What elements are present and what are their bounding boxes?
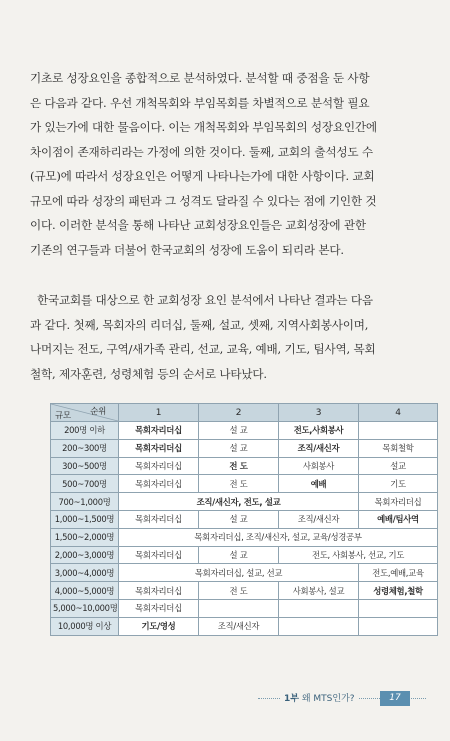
table-header-row xyxy=(51,404,438,422)
table-row xyxy=(51,475,438,493)
table-cell: 기도 xyxy=(359,475,438,493)
table-cell: 예배/팀사역 xyxy=(359,510,438,528)
table-cell: 전 도 xyxy=(199,457,279,475)
size-cell: 200명 이하 xyxy=(51,422,119,440)
table-cell: 목회자리더십 xyxy=(119,546,199,564)
table-cell xyxy=(359,599,438,617)
table-cell xyxy=(359,422,438,440)
size-cell: 4,000~5,000명 xyxy=(51,582,119,600)
table-cell: 성령체험,철학 xyxy=(359,582,438,600)
table-cell: 조직/새신자 xyxy=(199,617,279,635)
table-cell: 설교 xyxy=(359,457,438,475)
table-cell: 전 도 xyxy=(199,582,279,600)
footer-chapter-title xyxy=(280,691,359,707)
size-cell: 300~500명 xyxy=(51,457,119,475)
size-cell: 5,000~10,000명 xyxy=(51,599,119,617)
table-row xyxy=(51,564,438,582)
size-cell: 200~300명 xyxy=(51,439,119,457)
footer-part: 1부 xyxy=(284,694,299,704)
table-cell: 목회자리더십, 설교, 선교 xyxy=(119,564,359,582)
rank-col-2: 2 xyxy=(199,404,279,422)
table-cell: 목회자리더십, 조직/새신자, 설교, 교육/성경공부 xyxy=(119,528,438,546)
table-cell: 사회봉사, 설교 xyxy=(279,582,359,600)
rank-header: 순위 xyxy=(90,407,106,417)
table-row xyxy=(51,617,438,635)
table-row xyxy=(51,582,438,600)
table-cell: 목회자리더십 xyxy=(119,582,199,600)
table-cell: 조직/새신자 xyxy=(279,439,359,457)
table-corner-cell xyxy=(51,404,119,422)
size-cell: 700~1,000명 xyxy=(51,493,119,511)
footer-title: 왜 MTS인가? xyxy=(301,694,355,704)
page-number: 17 xyxy=(380,691,410,706)
size-cell: 2,000~3,000명 xyxy=(51,546,119,564)
size-header: 규모 xyxy=(55,411,71,421)
text-line: 기초로 성장요인을 종합적으로 분석하였다. 분석할 때 중점을 둔 사항 xyxy=(30,71,370,85)
rank-col-4: 4 xyxy=(359,404,438,422)
size-cell: 500~700명 xyxy=(51,475,119,493)
size-cell: 1,500~2,000명 xyxy=(51,528,119,546)
paragraph-1 xyxy=(30,66,425,262)
table-cell: 전도,예배,교육 xyxy=(359,564,438,582)
table-cell: 조직/새신자 xyxy=(279,510,359,528)
table-cell xyxy=(279,599,359,617)
table-cell: 목회자리더십 xyxy=(119,510,199,528)
table-cell: 설 교 xyxy=(199,439,279,457)
text-line: 기존의 연구들과 더불어 한국교회의 성장에 도움이 되리라 본다. xyxy=(30,242,344,257)
size-cell: 1,000~1,500명 xyxy=(51,510,119,528)
text-line: 철학, 제자훈련, 성령체험 등의 순서로 나타났다. xyxy=(30,366,267,381)
table-cell: 조직/새신자, 전도, 설교 xyxy=(119,493,359,511)
text-line: 차이점이 존재하리라는 가정에 의한 것이다. 둘째, 교회의 출석성도 수 xyxy=(30,144,373,159)
text-line: 은 다음과 같다. 우선 개척목회와 부임목회를 차별적으로 분석할 필요 xyxy=(30,95,370,110)
growth-factor-table xyxy=(50,403,437,636)
table-cell: 기도/영성 xyxy=(119,617,199,635)
table-row xyxy=(51,493,438,511)
table-cell: 예배 xyxy=(279,475,359,493)
table-cell: 전도, 사회봉사, 선교, 기도 xyxy=(279,546,438,564)
table-cell: 설 교 xyxy=(199,510,279,528)
table-row xyxy=(51,528,438,546)
table-cell: 목회자리더십 xyxy=(119,422,199,440)
table-cell: 전 도 xyxy=(199,475,279,493)
table-row xyxy=(51,457,438,475)
table-cell: 설 교 xyxy=(199,546,279,564)
table-cell: 목회자리더십 xyxy=(119,475,199,493)
page-footer xyxy=(268,691,428,707)
rank-col-1: 1 xyxy=(119,404,199,422)
table-cell xyxy=(359,617,438,635)
table-row xyxy=(51,510,438,528)
text-line: 나머지는 전도, 구역/새가족 관리, 선교, 교육, 예배, 기도, 팀사역, 목회 xyxy=(30,342,376,356)
text-line: 과 같다. 첫째, 목회자의 리더십, 둘째, 설교, 셋째, 지역사회봉사이며, xyxy=(30,317,369,332)
text-line: 규모에 따라 성장의 패턴과 그 성격도 달라질 수 있다는 점에 기인한 것 xyxy=(30,193,377,208)
table-cell: 목회자리더십 xyxy=(119,599,199,617)
table-cell xyxy=(199,599,279,617)
text-line: 한국교회를 대상으로 한 교회성장 요인 분석에서 나타난 결과는 다음 xyxy=(30,293,373,307)
table-cell: 목회자리더십 xyxy=(119,457,199,475)
table-row xyxy=(51,599,438,617)
table-cell xyxy=(279,617,359,635)
table-cell: 목회철학 xyxy=(359,439,438,457)
text-line: (규모)에 따라서 성장요인은 어떻게 나타나는가에 대한 사항이다. 교회 xyxy=(30,169,375,183)
table-cell: 목회자리더십 xyxy=(119,439,199,457)
paragraph-2 xyxy=(30,288,425,386)
size-cell: 3,000~4,000명 xyxy=(51,564,119,582)
rank-col-3: 3 xyxy=(279,404,359,422)
table-cell: 전도,사회봉사 xyxy=(279,422,359,440)
table-row xyxy=(51,422,438,440)
table-cell: 사회봉사 xyxy=(279,457,359,475)
table-cell: 목회자리더십 xyxy=(359,493,438,511)
table-row xyxy=(51,546,438,564)
text-line: 가 있는가에 대한 물음이다. 이는 개척목회와 부임목회의 성장요인간에 xyxy=(30,120,377,134)
table-cell: 설 교 xyxy=(199,422,279,440)
text-line: 이다. 이러한 분석을 통해 나타난 교회성장요인들은 교회성장에 관한 xyxy=(30,218,366,232)
size-cell: 10,000명 이상 xyxy=(51,617,119,635)
table-row xyxy=(51,439,438,457)
